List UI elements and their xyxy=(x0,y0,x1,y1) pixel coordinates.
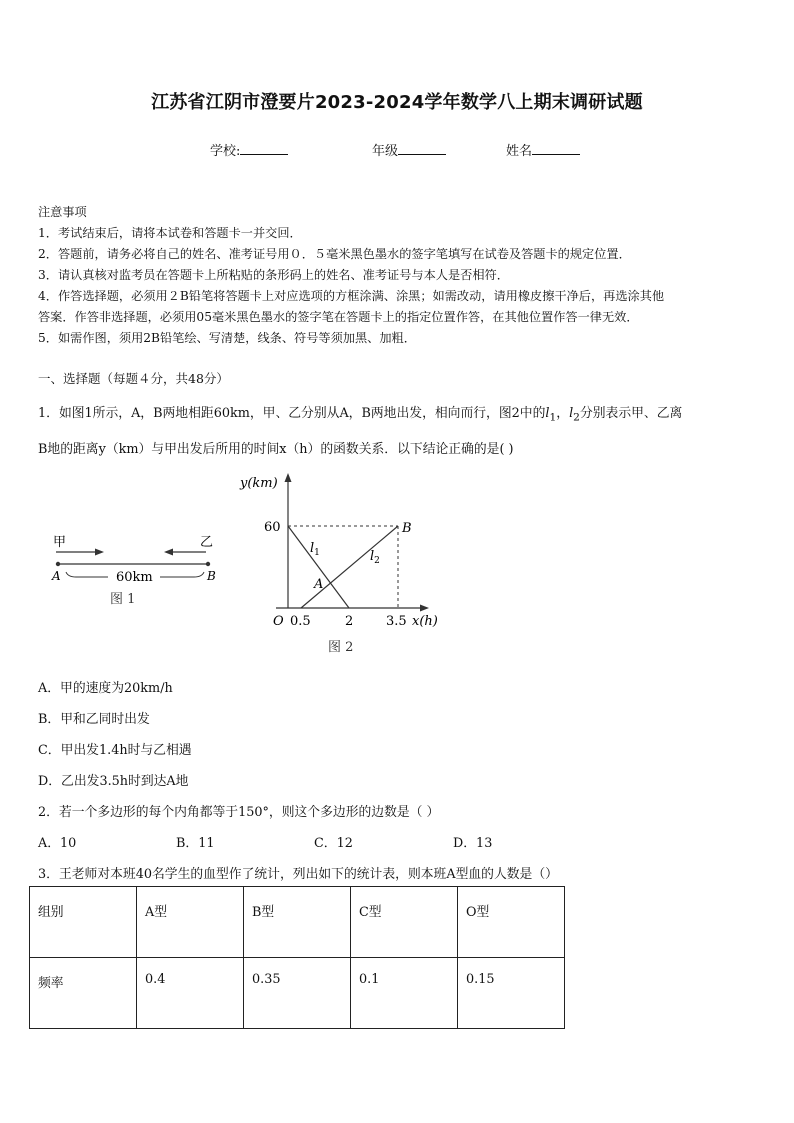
q1-sep: ， xyxy=(556,406,570,421)
name-field xyxy=(506,140,580,159)
fig1-point-a xyxy=(56,562,60,566)
fig1-yi-label: 乙 xyxy=(200,535,214,550)
notes-block xyxy=(38,202,758,349)
q1-option-c[interactable]: C．甲出发1.4h时与乙相遇 xyxy=(38,743,192,758)
table-cell: 0.4 xyxy=(137,958,244,1029)
q1-l2-sub: 2 xyxy=(573,410,580,424)
fig2-tick-60: 60 xyxy=(264,520,281,535)
name-label: 姓名 xyxy=(506,144,533,159)
fig2-point-b-label: B xyxy=(402,521,412,536)
fig2-caption: 图 2 xyxy=(328,640,354,655)
table-cell: 0.35 xyxy=(244,958,351,1029)
page-title: 江苏省江阴市澄要片2023-2024学年数学八上期末调研试题 xyxy=(151,92,643,113)
figure-2 xyxy=(236,470,456,660)
q2-option-a[interactable]: A．10 xyxy=(38,836,77,851)
q1-text-a: 1．如图1所示，A，B两地相距60km，甲、乙分别从A，B两地出发，相向而行，图2中的 xyxy=(38,406,546,421)
fig2-y-label: y(km) xyxy=(240,476,278,491)
note-line: 2．答题前，请务必将自己的姓名、准考证号用０．５毫米黑色墨水的签字笔填写在试卷及答题卡的规定位置． xyxy=(38,247,631,261)
table-cell: B型 xyxy=(244,887,351,958)
table-cell: 0.1 xyxy=(351,958,458,1029)
fig1-a-label: A xyxy=(52,569,61,583)
fig2-y-arrowhead xyxy=(285,473,292,482)
fig2-x-label: x(h) xyxy=(412,614,438,629)
fig2-l1-label xyxy=(310,541,320,558)
table-cell: 组别 xyxy=(30,887,137,958)
q2-option-b[interactable]: B．11 xyxy=(176,836,215,851)
table-row xyxy=(30,887,565,958)
q1-text-b: 分别表示甲、乙离 xyxy=(579,406,683,421)
grade-label: 年级 xyxy=(372,144,399,159)
q1-option-a[interactable]: A．甲的速度为20km/h xyxy=(38,681,173,696)
fig1-jia-arrowhead xyxy=(95,549,104,556)
note-line: 3．请认真核对监考员在答题卡上所粘贴的条形码上的姓名、准考证号与本人是否相符． xyxy=(38,268,509,282)
question-2-stem: 2．若一个多边形的每个内角都等于150°，则这个多边形的边数是（ ） xyxy=(38,805,440,820)
grade-field xyxy=(372,140,446,159)
fig2-point-a-label: A xyxy=(314,577,324,592)
q2-option-d[interactable]: D．13 xyxy=(453,836,493,851)
fig1-distance: 60km xyxy=(116,570,153,585)
q1-option-b[interactable]: B．甲和乙同时出发 xyxy=(38,712,150,727)
fig1-brace-left xyxy=(66,572,108,577)
table-cell: A型 xyxy=(137,887,244,958)
table-cell: 频率 xyxy=(30,958,137,1029)
notes-heading: 注意事项 xyxy=(38,205,87,219)
school-field: 学校: xyxy=(210,140,288,159)
section-heading: 一、选择题（每题４分，共48分） xyxy=(38,371,229,386)
blood-type-table xyxy=(29,886,565,1029)
fig2-l1-letter: l xyxy=(310,541,315,556)
note-line: 4．作答选择题，必须用２B铅笔将答题卡上对应选项的方框涂满、涂黑；如需改动，请用橡皮擦干净后，再选涂其他 xyxy=(38,289,665,303)
fig2-origin: O xyxy=(273,614,284,629)
grade-blank[interactable] xyxy=(398,142,446,155)
table-row xyxy=(30,958,565,1029)
fig2-l2-label xyxy=(370,549,380,566)
q1-l1-symbol: l xyxy=(545,406,550,421)
note-line: 5．如需作图，须用2B铅笔绘、写清楚，线条、符号等须加黑、加粗． xyxy=(38,331,416,345)
fig2-tick-2: 2 xyxy=(345,614,354,629)
fig1-caption: 图 1 xyxy=(110,592,136,607)
fig1-yi-arrowhead xyxy=(164,549,173,556)
question-1-line-2: B地的距离y（km）与甲出发后所用的时间x（h）的函数关系．以下结论正确的是( ) xyxy=(38,442,514,457)
fig2-l2-letter: l xyxy=(370,549,375,564)
q1-option-d[interactable]: D．乙出发3.5h时到达A地 xyxy=(38,774,189,789)
fig2-line-l2 xyxy=(301,526,398,608)
fig2-line-l1 xyxy=(288,526,349,608)
fig2-x-arrowhead xyxy=(420,605,429,612)
note-line: 1．考试结束后，请将本试卷和答题卡一并交回． xyxy=(38,226,302,240)
note-line: 答案．作答非选择题，必须用05毫米黑色墨水的签字笔在答题卡上的指定位置作答，在其他位置作答一律无效． xyxy=(38,310,639,324)
question-3-stem: 3．王老师对本班40名学生的血型作了统计，列出如下的统计表，则本班A型血的人数是（） xyxy=(38,867,558,882)
fig1-point-b xyxy=(206,562,210,566)
question-1-line-1 xyxy=(38,402,682,424)
figure-1 xyxy=(48,530,228,610)
fig2-l2-sub: 2 xyxy=(374,556,380,566)
fig1-jia-label: 甲 xyxy=(53,535,67,550)
name-blank[interactable] xyxy=(532,142,580,155)
table-cell: 0.15 xyxy=(458,958,565,1029)
fig1-brace-right xyxy=(160,572,204,577)
table-cell: C型 xyxy=(351,887,458,958)
q2-option-c[interactable]: C．12 xyxy=(314,836,353,851)
fig2-tick-05: 0.5 xyxy=(290,614,311,629)
q1-l1-sub: 1 xyxy=(549,410,557,424)
fig1-b-label: B xyxy=(207,569,216,583)
fig2-tick-35: 3.5 xyxy=(386,614,407,629)
q1-l2-symbol: l xyxy=(569,406,574,421)
fig2-l1-sub: 1 xyxy=(314,548,320,558)
school-blank[interactable] xyxy=(240,142,288,155)
table-cell: O型 xyxy=(458,887,565,958)
school-label: 学校 xyxy=(210,144,237,159)
